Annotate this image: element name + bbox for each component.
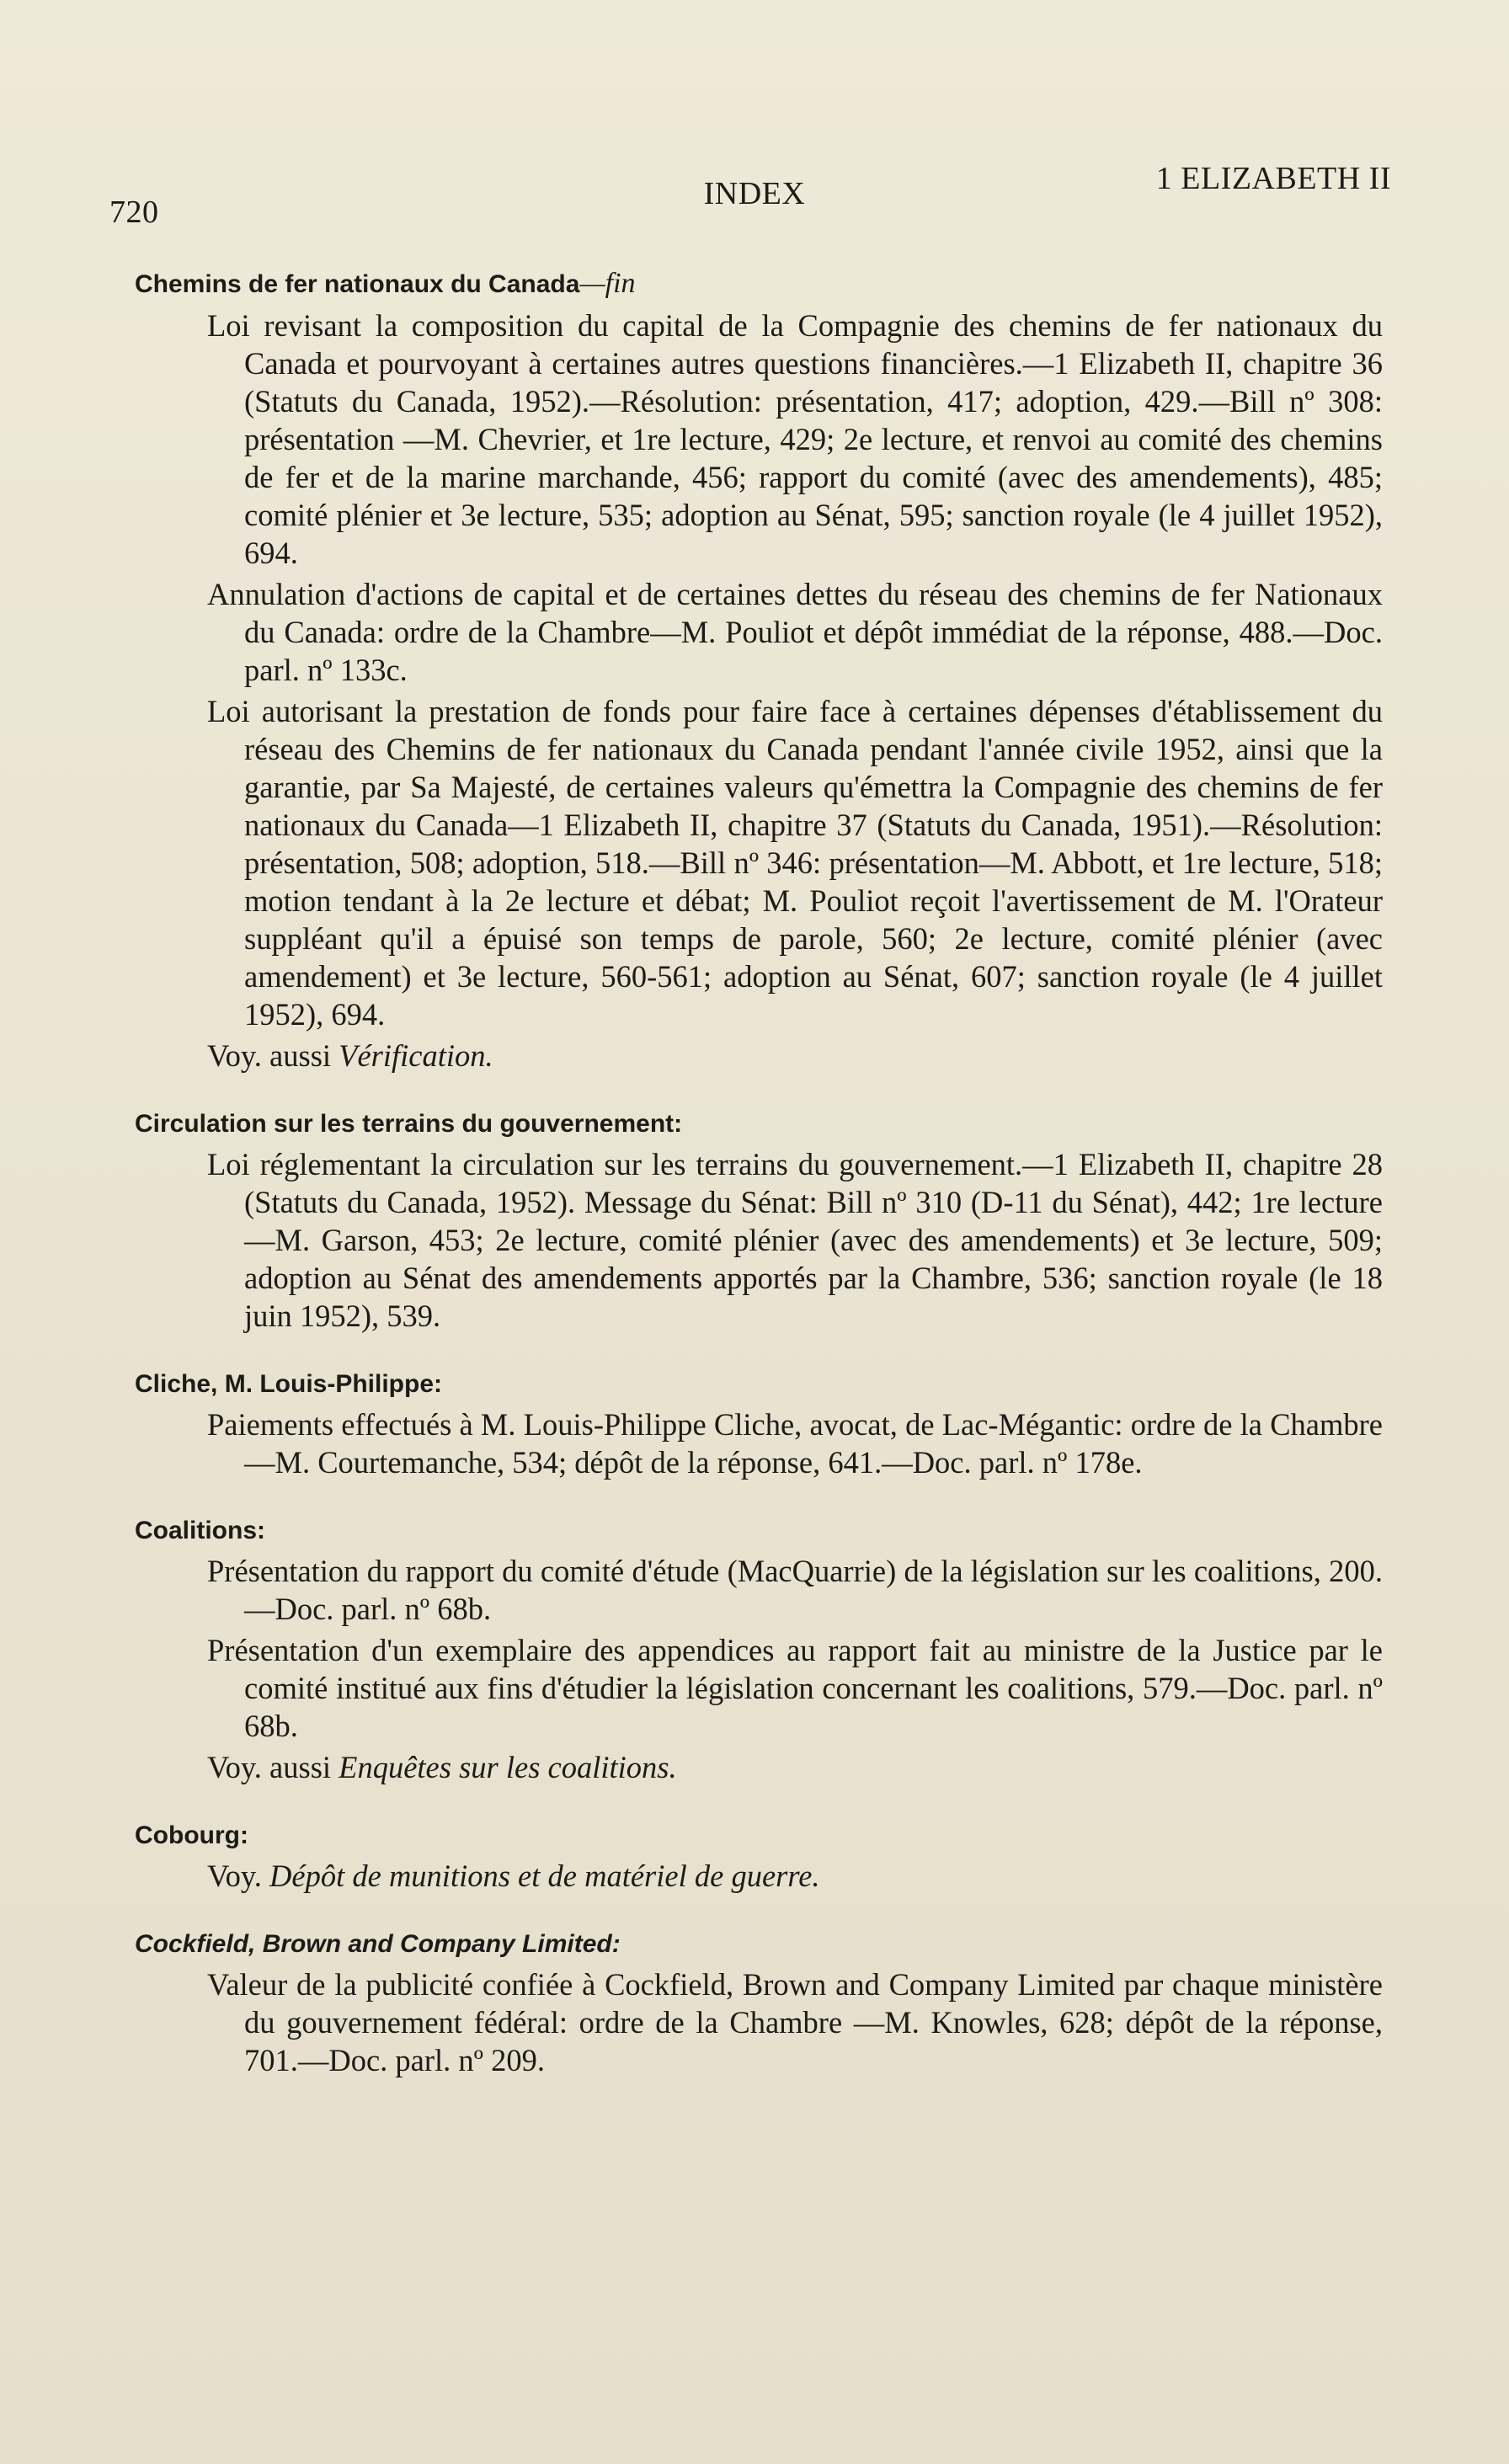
see-also-reference: [207, 1857, 1383, 1895]
see-also-prefix: Voy. aussi: [207, 1750, 332, 1784]
index-section-cobourg: [109, 1821, 1400, 1895]
see-also-target: Enquêtes sur les coalitions.: [339, 1750, 677, 1784]
section-heading: Coalitions:: [135, 1517, 265, 1544]
section-heading: Circulation sur les terrains du gouvernement:: [135, 1110, 683, 1138]
index-entry: Paiements effectués à M. Louis-Philippe Cliche, avocat, de Lac-Mégantic: ordre de la Chambre—M. Courtemanche, 534; dépôt de la réponse, 641.—Doc. parl. nº 178e.: [207, 1407, 1383, 1480]
index-body: [109, 268, 1400, 2079]
index-entry: Valeur de la publicité confiée à Cockfield, Brown and Company Limited par chaque ministère du gouvernement fédéral: ordre de la Chambre —M. Knowles, 628; dépôt de la réponse, 701.—Doc. parl. nº 209.: [207, 1967, 1383, 2077]
index-section-coalitions: [109, 1517, 1400, 1786]
index-entry: Loi réglementant la circulation sur les terrains du gouvernement.—1 Elizabeth II, chapitre 28 (Statuts du Canada, 1952). Message du Sénat: Bill nº 310 (D-11 du Sénat), 442; 1re lecture—M. Garson, 453; 2e lecture, comité plénier (avec des amendements) et 3e lecture, 509; adoption au Sénat des amendements apportés par la Chambre, 536; sanction royale (le 18 juin 1952), 539.: [207, 1147, 1383, 1333]
see-also-target: Dépôt de munitions et de matériel de guerre.: [269, 1859, 820, 1893]
see-also-prefix: Voy.: [207, 1859, 262, 1893]
section-continuation: —fin: [579, 268, 636, 299]
see-also-target: Vérification.: [339, 1038, 493, 1073]
index-entry: Présentation du rapport du comité d'étude (MacQuarrie) de la législation sur les coalitions, 200.—Doc. parl. nº 68b.: [207, 1554, 1383, 1626]
section-heading: [135, 268, 1400, 300]
index-section-cockfield: [109, 1930, 1400, 2079]
page-title: INDEX: [703, 176, 806, 211]
see-also-reference: [207, 1037, 1383, 1075]
section-heading: Cockfield, Brown and Company Limited:: [135, 1930, 621, 1958]
section-heading: Cliche, M. Louis-Philippe:: [135, 1370, 443, 1398]
section-heading-text: Chemins de fer nationaux du Canada: [135, 270, 580, 298]
running-head: [109, 160, 1400, 230]
index-entry: Présentation d'un exemplaire des appendices au rapport fait au ministre de la Justice par le comité institué aux fins d'étudier la législation concernant les coalitions, 579.—Doc. parl. nº 68b.: [207, 1633, 1383, 1743]
index-entry: Loi autorisant la prestation de fonds pour faire face à certaines dépenses d'établissement du réseau des Chemins de fer nationaux du Canada pendant l'année civile 1952, ainsi que la garantie, par Sa Majesté, de certaines valeurs qu'émettra la Compagnie des chemins de fer nationaux du Canada—1 Elizabeth II, chapitre 37 (Statuts du Canada, 1951).—Résolution: présentation, 508; adoption, 518.—Bill nº 346: présentation—M. Abbott, et 1re lecture, 518; motion tendant à la 2e lecture et débat; M. Pouliot reçoit l'avertissement de M. l'Orateur suppléant qu'il a épuisé son temps de parole, 560; 2e lecture, comité plénier (avec amendement) et 3e lecture, 560-561; adoption au Sénat, 607; sanction royale (le 4 juillet 1952), 694.: [207, 694, 1383, 1032]
index-entry: Loi revisant la composition du capital de la Compagnie des chemins de fer nationaux du Canada et pourvoyant à certaines autres questions financières.—1 Elizabeth II, chapitre 36 (Statuts du Canada, 1952).—Résolution: présentation, 417; adoption, 429.—Bill nº 308: présentation —M. Chevrier, et 1re lecture, 429; 2e lecture, et renvoi au comité des chemins de fer et de la marine marchande, 456; rapport du comité (avec des amendements), 485; comité plénier et 3e lecture, 535; adoption au Sénat, 595; sanction royale (le 4 juillet 1952), 694.: [207, 308, 1383, 570]
page-number: 720: [109, 195, 159, 230]
see-also-prefix: Voy. aussi: [207, 1038, 332, 1073]
section-heading: Cobourg:: [135, 1821, 248, 1849]
index-section-chemins-de-fer: [109, 268, 1400, 1075]
index-entry: Annulation d'actions de capital et de certaines dettes du réseau des chemins de fer Nationaux du Canada: ordre de la Chambre—M. Pouliot et dépôt immédiat de la réponse, 488.—Doc. parl. nº 133c.: [207, 577, 1383, 687]
see-also-reference: [207, 1748, 1383, 1786]
volume-label: 1 ELIZABETH II: [1155, 161, 1391, 196]
index-section-circulation: [109, 1110, 1400, 1335]
index-section-cliche: [109, 1370, 1400, 1481]
